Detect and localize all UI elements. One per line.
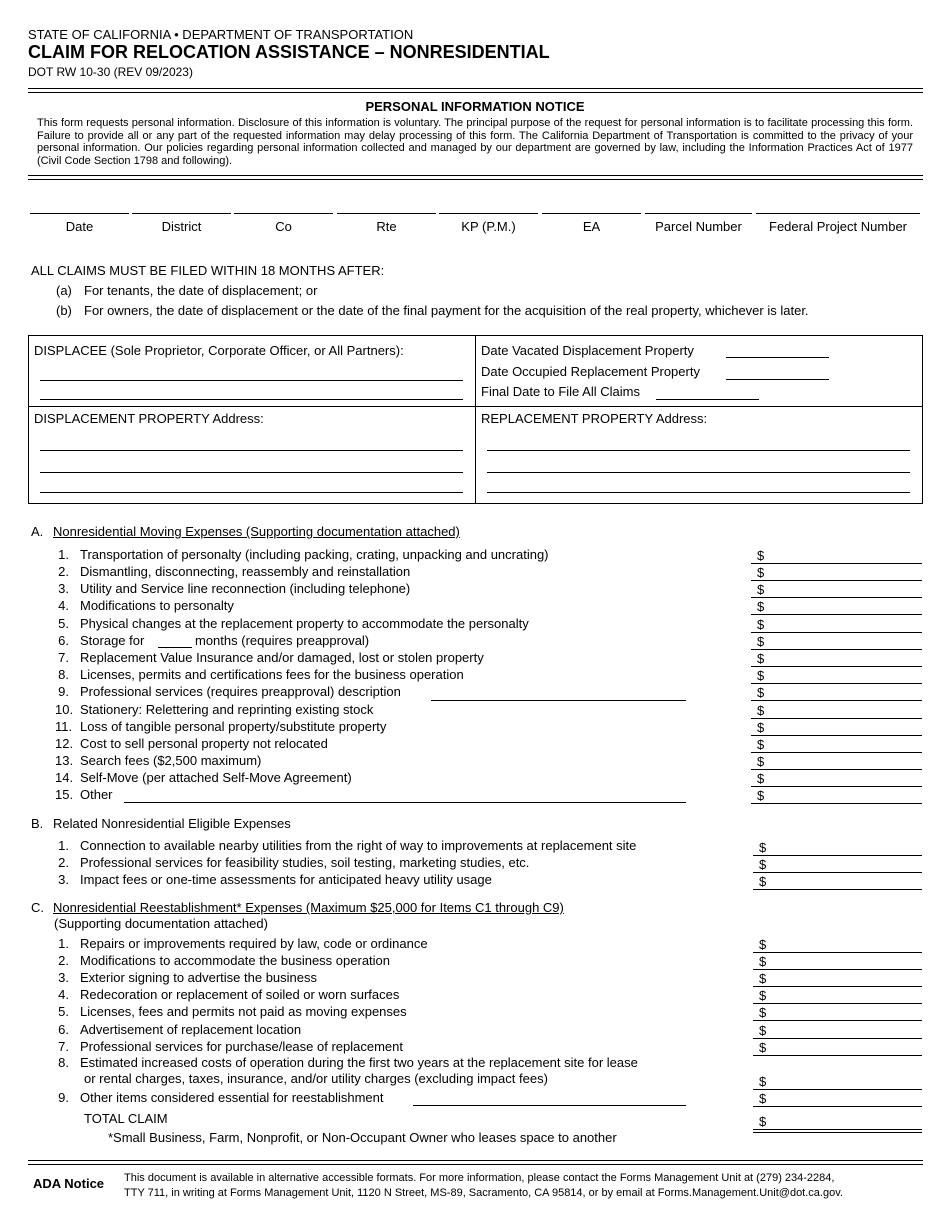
item-number: 9.: [58, 684, 69, 699]
dollar-sign: $: [757, 634, 765, 649]
replacement-address-line-1[interactable]: [487, 450, 910, 451]
form-number: DOT RW 10-30 (REV 09/2023): [28, 65, 193, 79]
date-occupied-input[interactable]: [726, 379, 829, 380]
storage-months-input[interactable]: [158, 647, 192, 648]
dollar-sign: $: [759, 971, 767, 986]
amount-field[interactable]: [753, 1039, 922, 1056]
item-number: 5.: [58, 1004, 69, 1019]
dollar-sign: $: [759, 840, 767, 855]
item-number: 15.: [55, 787, 74, 802]
dollar-sign: $: [757, 771, 765, 786]
item-number: 9.: [58, 1090, 69, 1105]
item-number: 1.: [58, 547, 69, 562]
item-label: Cost to sell personal property not relocated: [80, 736, 328, 751]
total-claim-amount[interactable]: [753, 1113, 922, 1130]
item-label: Licenses, permits and certifications fees for the business operation: [80, 667, 464, 682]
route-field[interactable]: [337, 213, 436, 234]
parcel-number-field[interactable]: [645, 213, 752, 234]
replacement-address-label: REPLACEMENT PROPERTY Address:: [481, 411, 708, 426]
dollar-sign: $: [757, 582, 765, 597]
dollar-sign: $: [759, 1023, 767, 1038]
amount-field[interactable]: [751, 547, 922, 564]
item-label: Professional services for purchase/lease of replacement: [80, 1039, 403, 1054]
item-label-continued: or rental charges, taxes, insurance, and/or utility charges (excluding impact fees): [84, 1071, 548, 1086]
amount-field[interactable]: [751, 684, 922, 701]
amount-field[interactable]: [751, 787, 922, 804]
item-label: Other items considered essential for reestablishment: [80, 1090, 384, 1105]
amount-field[interactable]: [751, 736, 922, 753]
footnote: *Small Business, Farm, Nonprofit, or Non-Occupant Owner who leases space to another: [108, 1130, 617, 1145]
section-a-letter: A.: [31, 524, 44, 539]
amount-field[interactable]: [751, 581, 922, 598]
item-number: 3.: [58, 581, 69, 596]
amount-field[interactable]: [753, 936, 922, 953]
dollar-sign: $: [757, 599, 765, 614]
dollar-sign: $: [757, 668, 765, 683]
item-label: Professional services for feasibility studies, soil testing, marketing studies, etc.: [80, 855, 530, 870]
item-number: 8.: [58, 1055, 69, 1070]
item-label: Advertisement of replacement location: [80, 1022, 302, 1037]
divider: [28, 179, 923, 180]
other-reestablishment-description-input[interactable]: [413, 1105, 686, 1106]
amount-field[interactable]: [753, 970, 922, 987]
federal-project-number-field[interactable]: [756, 213, 920, 234]
dollar-sign: $: [759, 937, 767, 952]
item-label: Replacement Value Insurance and/or damaged, lost or stolen property: [80, 650, 484, 665]
item-label: Redecoration or replacement of soiled or worn surfaces: [80, 987, 400, 1002]
filing-a-label: (a): [56, 283, 72, 298]
county-field[interactable]: [234, 213, 333, 234]
section-b-letter: B.: [31, 816, 44, 831]
amount-field[interactable]: [751, 667, 922, 684]
item-label: Transportation of personalty (including packing, crating, unpacking and uncrating): [80, 547, 549, 562]
amount-field[interactable]: [751, 719, 922, 736]
dollar-sign: $: [759, 874, 767, 889]
item-label: Professional services (requires preapproval) description: [80, 684, 401, 699]
amount-field[interactable]: [753, 873, 922, 890]
dollar-sign: $: [759, 954, 767, 969]
amount-field[interactable]: [753, 1090, 922, 1107]
item-label: Exterior signing to advertise the business: [80, 970, 318, 985]
item-number: 1.: [58, 936, 69, 951]
divider: [28, 1160, 923, 1161]
amount-field[interactable]: [751, 770, 922, 787]
item-number: 3.: [58, 970, 69, 985]
item-number: 1.: [58, 838, 69, 853]
amount-field[interactable]: [753, 953, 922, 970]
item-number: 12.: [55, 736, 74, 751]
section-a-title: Nonresidential Moving Expenses (Supporting documentation attached): [53, 524, 460, 539]
divider: [28, 1164, 923, 1165]
agency-name: STATE OF CALIFORNIA • DEPARTMENT OF TRANSPORTATION: [28, 27, 414, 42]
box-horizontal-divider: [28, 406, 923, 407]
other-description-input[interactable]: [124, 802, 686, 803]
item-number: 14.: [55, 770, 74, 785]
dollar-sign: $: [757, 685, 765, 700]
item-label: Modifications to personalty: [80, 598, 234, 613]
filing-b-text: For owners, the date of displacement or the date of the final payment for the acquisition of the real property, whichever is later.: [84, 303, 809, 318]
dollar-sign: $: [759, 857, 767, 872]
amount-field[interactable]: [751, 616, 922, 633]
amount-field[interactable]: [753, 1073, 922, 1090]
item-label: Other: [80, 787, 113, 802]
notice-heading: PERSONAL INFORMATION NOTICE: [365, 99, 585, 114]
item-number: 10.: [55, 702, 74, 717]
item-number: 8.: [58, 667, 69, 682]
dollar-sign: $: [757, 737, 765, 752]
amount-field[interactable]: [753, 1004, 922, 1021]
amount-field[interactable]: [751, 753, 922, 770]
item-number: 11.: [55, 719, 73, 734]
amount-field[interactable]: [751, 702, 922, 719]
item-label: Connection to available nearby utilities from the right of way to improvements at replacement site: [80, 838, 637, 853]
item-label: Storage for: [80, 633, 145, 648]
item-label: Stationery: Relettering and reprinting existing stock: [80, 702, 374, 717]
kp-pm-field[interactable]: [439, 213, 538, 234]
ea-field[interactable]: [542, 213, 641, 234]
dollar-sign: $: [757, 651, 765, 666]
box-vertical-divider: [475, 335, 476, 504]
item-number: 3.: [58, 872, 69, 887]
dollar-sign: $: [759, 1005, 767, 1020]
item-label: Dismantling, disconnecting, reassembly and reinstallation: [80, 564, 411, 579]
date-field-label: Date: [65, 219, 94, 234]
final-date-label: Final Date to File All Claims: [481, 384, 640, 399]
item-number: 2.: [58, 855, 69, 870]
displacement-address-line-1[interactable]: [40, 450, 463, 451]
replacement-address-line-2[interactable]: [487, 472, 910, 473]
dollar-sign: $: [757, 548, 765, 563]
date-field[interactable]: [30, 213, 129, 234]
item-label: Loss of tangible personal property/substitute property: [80, 719, 387, 734]
ada-notice-label: ADA Notice: [33, 1176, 105, 1191]
date-vacated-input[interactable]: [726, 357, 829, 358]
item-number: 6.: [58, 633, 69, 648]
total-double-underline: [753, 1132, 922, 1133]
item-number: 4.: [58, 598, 69, 613]
divider: [28, 175, 923, 176]
item-number: 13.: [55, 753, 74, 768]
parcel-number-field-label: Parcel Number: [655, 219, 742, 234]
dollar-sign: $: [759, 1114, 767, 1129]
dollar-sign: $: [757, 565, 765, 580]
item-label: Impact fees or one-time assessments for anticipated heavy utility usage: [80, 872, 492, 887]
dollar-sign: $: [757, 788, 765, 803]
route-field-label: Rte: [376, 219, 397, 234]
item-number: 2.: [58, 953, 69, 968]
kp-pm-field-label: KP (P.M.): [461, 219, 516, 234]
dollar-sign: $: [757, 720, 765, 735]
item-label: Modifications to accommodate the business operation: [80, 953, 391, 968]
filing-heading: ALL CLAIMS MUST BE FILED WITHIN 18 MONTHS AFTER:: [31, 263, 385, 278]
item-number: 6.: [58, 1022, 69, 1037]
divider: [28, 92, 923, 93]
notice-body: This form requests personal information. Disclosure of this information is voluntary. The principal purpose of the request for personal information is to facilitate processing this form. Failure to provide all or any part of the requested information may delay processing of this form. The California Department of Transportation is committed to the privacy of your personal information. Our policies regarding personal information collected and managed by our department are governed by law, including the Information Practices Act of 1977 (Civil Code Section 1798 and following).: [37, 117, 913, 167]
section-c-subtitle: (Supporting documentation attached): [54, 916, 268, 931]
item-number: 7.: [58, 1039, 69, 1054]
displacee-line-2[interactable]: [40, 399, 463, 400]
section-c-title: Nonresidential Reestablishment* Expenses (Maximum $25,000 for Items C1 through C9): [53, 900, 564, 915]
filing-a-text: For tenants, the date of displacement; or: [84, 283, 318, 298]
dollar-sign: $: [757, 617, 765, 632]
displacement-address-line-3[interactable]: [40, 492, 463, 493]
ada-notice-line-2: TTY 711, in writing at Forms Management Unit, 1120 N Street, MS-89, Sacramento, CA 95814, or by email at Forms.Management.Unit@dot.ca.gov.: [124, 1187, 843, 1199]
professional-services-description-input[interactable]: [431, 700, 686, 701]
displacement-address-label: DISPLACEMENT PROPERTY Address:: [34, 411, 264, 426]
amount-field[interactable]: [751, 564, 922, 581]
item-number: 2.: [58, 564, 69, 579]
amount-field[interactable]: [751, 598, 922, 615]
total-claim-label: TOTAL CLAIM: [84, 1111, 168, 1126]
county-field-label: Co: [275, 219, 292, 234]
dollar-sign: $: [759, 1091, 767, 1106]
district-field-label: District: [161, 219, 202, 234]
ea-field-label: EA: [582, 219, 601, 234]
amount-field[interactable]: [753, 987, 922, 1004]
displacement-address-line-2[interactable]: [40, 472, 463, 473]
district-field[interactable]: [132, 213, 231, 234]
item-number: 7.: [58, 650, 69, 665]
item-label-continued: months (requires preapproval): [195, 633, 370, 648]
item-label: Estimated increased costs of operation during the first two years at the replacement site for lease: [80, 1055, 638, 1070]
final-date-input[interactable]: [656, 399, 759, 400]
amount-field[interactable]: [751, 633, 922, 650]
section-c-letter: C.: [31, 900, 44, 915]
dollar-sign: $: [759, 1074, 767, 1089]
dollar-sign: $: [757, 754, 765, 769]
amount-field[interactable]: [753, 856, 922, 873]
item-label: Self-Move (per attached Self-Move Agreement): [80, 770, 352, 785]
item-label: Repairs or improvements required by law, code or ordinance: [80, 936, 428, 951]
item-label: Licenses, fees and permits not paid as moving expenses: [80, 1004, 407, 1019]
item-number: 5.: [58, 616, 69, 631]
displacee-label: DISPLACEE (Sole Proprietor, Corporate Officer, or All Partners):: [34, 343, 404, 358]
amount-field[interactable]: [751, 650, 922, 667]
item-label: Utility and Service line reconnection (including telephone): [80, 581, 411, 596]
dollar-sign: $: [759, 1040, 767, 1055]
item-label: Physical changes at the replacement property to accommodate the personalty: [80, 616, 529, 631]
federal-project-number-field-label: Federal Project Number: [769, 219, 907, 234]
item-number: 4.: [58, 987, 69, 1002]
date-vacated-label: Date Vacated Displacement Property: [481, 343, 694, 358]
filing-b-label: (b): [56, 303, 72, 318]
divider: [28, 88, 923, 89]
displacee-line-1[interactable]: [40, 380, 463, 381]
date-occupied-label: Date Occupied Replacement Property: [481, 364, 700, 379]
amount-field[interactable]: [753, 839, 922, 856]
item-label: Search fees ($2,500 maximum): [80, 753, 262, 768]
dollar-sign: $: [757, 703, 765, 718]
section-b-title: Related Nonresidential Eligible Expenses: [53, 816, 291, 831]
dollar-sign: $: [759, 988, 767, 1003]
replacement-address-line-3[interactable]: [487, 492, 910, 493]
form-title: CLAIM FOR RELOCATION ASSISTANCE – NONRESIDENTIAL: [28, 42, 550, 62]
ada-notice-line-1: This document is available in alternative accessible formats. For more information, please contact the Forms Management Unit at (279) 234-2284,: [124, 1172, 835, 1184]
amount-field[interactable]: [753, 1022, 922, 1039]
